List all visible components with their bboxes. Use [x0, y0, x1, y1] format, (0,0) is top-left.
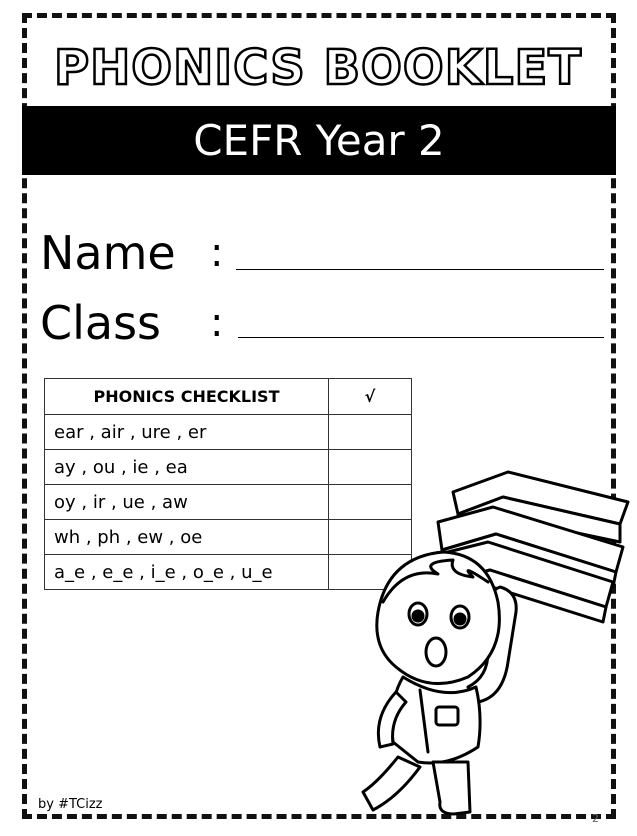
child-carrying-books-icon	[358, 462, 633, 824]
class-colon: :	[210, 300, 224, 346]
checklist-header: PHONICS CHECKLIST	[45, 379, 329, 415]
phonics-item: wh , ph , ew , oe	[45, 520, 329, 555]
page-number: 2	[592, 812, 599, 825]
phonics-item: a_e , e_e , i_e , o_e , u_e	[45, 555, 329, 590]
phonics-item: ear , air , ure , er	[45, 415, 329, 450]
name-field[interactable]	[236, 269, 604, 270]
phonics-checklist-table	[44, 378, 412, 590]
class-label: Class	[40, 296, 162, 350]
table-header-row	[45, 379, 412, 415]
table-row	[45, 555, 412, 590]
class-field[interactable]	[238, 337, 604, 338]
name-label: Name	[40, 226, 176, 280]
author-credit: by #TCizz	[38, 797, 103, 812]
grade-banner: CEFR Year 2	[22, 106, 616, 175]
tick-header: √	[329, 379, 412, 415]
phonics-item: ay , ou , ie , ea	[45, 450, 329, 485]
table-row	[45, 485, 412, 520]
table-row	[45, 415, 412, 450]
table-row	[45, 520, 412, 555]
name-colon: :	[210, 230, 224, 276]
booklet-title: PHONICS BOOKLET	[53, 40, 583, 96]
tick-box[interactable]	[329, 415, 412, 450]
table-row	[45, 450, 412, 485]
phonics-item: oy , ir , ue , aw	[45, 485, 329, 520]
